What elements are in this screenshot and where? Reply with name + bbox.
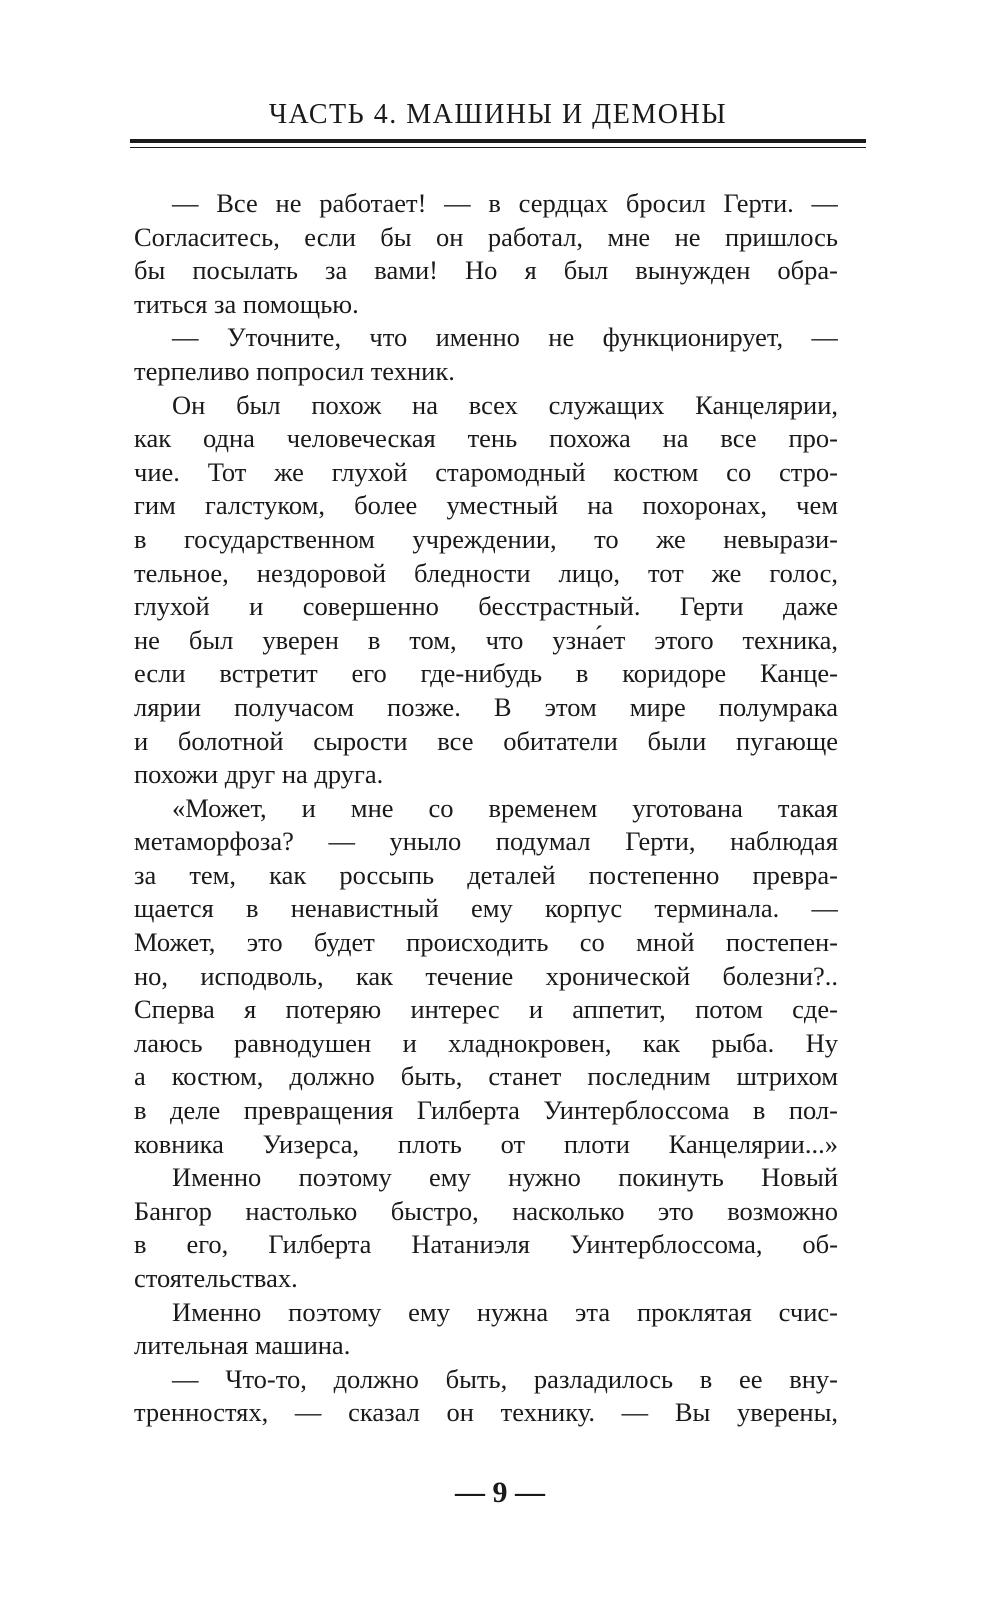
text-line: Согласитесь, если бы он работал, мне не пришлось [134, 221, 838, 252]
text-line: стоятельствах. [134, 1263, 298, 1293]
text-line: в государственном учреждении, то же невырази- [134, 523, 838, 554]
text-line: терпеливо попросил техник. [134, 355, 455, 386]
text-line: — Все не работает! — в сердцах бросил Герти. — [172, 188, 838, 218]
text-line: Именно поэтому ему нужно покинуть Новый [172, 1162, 838, 1193]
body-text [134, 187, 838, 1430]
page-number: — 9 — [455, 1476, 545, 1509]
text-line: ковника Уизерса, плоть от плоти Канцелярии...» [134, 1128, 838, 1159]
header-rule-thick [130, 139, 866, 143]
text-line: лаюсь равнодушен и хладнокровен, как рыба. Ну [134, 1027, 838, 1058]
text-line: бы посылать за вами! Но я был вынужден обра- [134, 255, 838, 286]
text-line: за тем, как россыпь деталей постепенно превра- [134, 859, 838, 890]
text-line: Сперва я потеряю интерес и аппетит, потом сде- [134, 994, 838, 1025]
text-line: и болотной сырости все обитатели были пугающе [134, 725, 838, 756]
running-header: ЧАСТЬ 4. МАШИНЫ И ДЕМОНЫ [268, 99, 728, 130]
text-line: не был уверен в том, что узна́ет этого техника, [134, 624, 838, 655]
text-line: как одна человеческая тень похожа на все про- [134, 423, 838, 454]
text-line: в деле превращения Гилберта Уинтерблоссома в пол- [134, 1095, 838, 1126]
text-line: но, исподволь, как течение хронической болезни?.. [134, 960, 838, 991]
text-line: чие. Тот же глухой старомодный костюм со стро- [134, 456, 838, 487]
text-line: — Что-то, должно быть, разладилось в ее вну- [172, 1363, 838, 1394]
text-line: в его, Гилберта Натаниэля Уинтерблоссома, об- [134, 1229, 838, 1260]
text-line: Именно поэтому ему нужна эта проклятая счис- [172, 1296, 838, 1327]
text-line: а костюм, должно быть, станет последним штрихом [134, 1061, 838, 1092]
text-line: Бангор настолько быстро, насколько это возможно [134, 1195, 838, 1226]
text-line: титься за помощью. [134, 288, 359, 319]
text-line: Может, это будет происходить со мной постепен- [134, 927, 838, 958]
text-line: лярии получасом позже. В этом мире полумрака [134, 691, 838, 722]
text-line: щается в ненавистный ему корпус терминала. — [134, 893, 838, 924]
text-line: тренностях, — сказал он технику. — Вы уверены, [134, 1397, 838, 1428]
text-line: тельное, нездоровой бледности лицо, тот же голос, [134, 557, 838, 588]
text-line: похожи друг на друга. [134, 759, 384, 790]
header-rule-thin [130, 147, 866, 148]
text-line: «Может, и мне со временем уготована такая [172, 792, 838, 823]
text-line: метаморфоза? — уныло подумал Герти, наблюдая [134, 826, 838, 857]
text-line: Он был похож на всех служащих Канцелярии, [172, 389, 838, 420]
text-line: глухой и совершенно бесстрастный. Герти даже [134, 591, 838, 622]
text-line: гим галстуком, более уместный на похоронах, чем [134, 490, 838, 521]
text-line: — Уточните, что именно не функционирует, — [172, 322, 838, 353]
text-line: лительная машина. [134, 1330, 351, 1361]
text-line: если встретит его где-нибудь в коридоре Канце- [134, 658, 838, 689]
